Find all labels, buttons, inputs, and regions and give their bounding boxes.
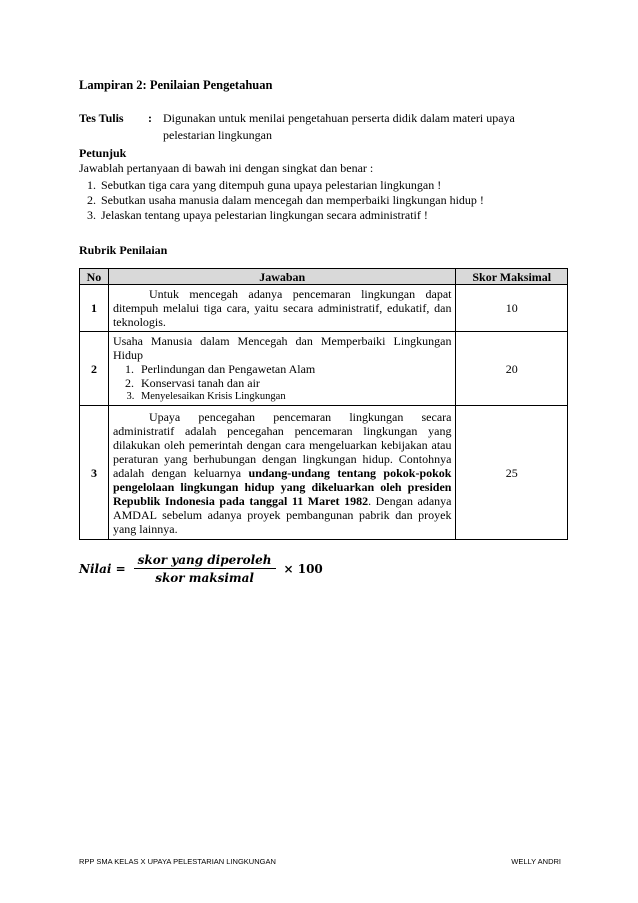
petunjuk-text: Jawablah pertanyaan di bawah ini dengan singkat dan benar :: [79, 161, 374, 175]
column-header-no: No: [80, 269, 109, 285]
answer-subitem: 3. Menyelesaikan Krisis Lingkungan: [137, 390, 452, 404]
answer-text-part1: Upaya pencegahan pencemaran lingkungan secara administratif adalah pencegahan pencemaran lingkungan yang dilakukan oleh pemerintah dengan cara mengeluarkan kebijakan atau peraturan yang berhubungan dengan lingkungan hidup. Contohnya adalah dengan keluarnya: [112, 409, 452, 480]
row-answer: [108, 285, 456, 332]
question-list: [79, 178, 569, 223]
footer-left: RPP SMA KELAS X UPAYA PELESTARIAN LINGKUNGAN: [79, 857, 276, 866]
tes-tulis-label: Tes Tulis: [79, 111, 124, 125]
answer-sublist: [113, 362, 452, 404]
formula-fraction: [134, 553, 276, 585]
answer-intro: Usaha Manusia dalam Mencegah dan Memperbaiki Lingkungan Hidup: [112, 333, 452, 362]
formula-multiplier: × 100: [283, 562, 323, 576]
rubrik-heading: Rubrik Penilaian: [79, 243, 168, 257]
formula-lhs: Nilai =: [79, 562, 126, 576]
table-row: [80, 332, 568, 406]
page-title: Lampiran 2: Penilaian Pengetahuan: [79, 78, 273, 92]
table-row: [80, 285, 568, 332]
column-header-jawaban: Jawaban: [108, 269, 456, 285]
row-number: 3: [80, 406, 109, 540]
table-row: [80, 406, 568, 540]
question-item: 1. Sebutkan tiga cara yang ditempuh guna upaya pelestarian lingkungan !: [99, 178, 569, 193]
row-score: 10: [456, 285, 568, 332]
row-number: 2: [80, 332, 109, 406]
tes-tulis-text: Digunakan untuk menilai pengetahuan perserta didik dalam materi upaya pelestarian lingkungan: [163, 111, 515, 142]
row-score: 25: [456, 406, 568, 540]
answer-text: Untuk mencegah adanya pencemaran lingkungan dapat ditempuh melalui tiga cara, yaitu secara administratif, edukatif, dan teknologis.: [112, 287, 452, 329]
row-number: 1: [80, 285, 109, 332]
question-item: 3. Jelaskan tentang upaya pelestarian lingkungan secara administratif !: [99, 208, 569, 223]
answer-text-bold: undang-undang tentang pokok-pokok pengelolaan lingkungan hidup yang dikeluarkan oleh presiden Republik Indonesia pada tanggal 11 Maret 1982: [112, 465, 452, 508]
answer-subitem: 2. Konservasi tanah dan air: [137, 376, 452, 390]
tes-tulis-colon: :: [148, 111, 152, 125]
footer-right: WELLY ANDRI: [511, 857, 561, 866]
rubrik-table: [79, 268, 568, 540]
table-header-row: [80, 269, 568, 285]
answer-subitem: 1. Perlindungan dan Pengawetan Alam: [137, 362, 452, 376]
question-item: 2. Sebutkan usaha manusia dalam mencegah dan memperbaiki lingkungan hidup !: [99, 193, 569, 208]
answer-text-part2: . Dengan adanya AMDAL sebelum adanya proyek pembangunan pabrik dan proyek yang lainnya.: [112, 493, 452, 536]
row-answer: [108, 332, 456, 406]
formula-numerator: skor yang diperoleh: [134, 553, 276, 569]
column-header-skor: Skor Maksimal: [456, 269, 568, 285]
score-formula: [79, 553, 323, 585]
petunjuk-heading: Petunjuk: [79, 146, 127, 160]
formula-denominator: skor maksimal: [155, 571, 254, 585]
row-answer: [108, 406, 456, 540]
row-score: 20: [456, 332, 568, 406]
